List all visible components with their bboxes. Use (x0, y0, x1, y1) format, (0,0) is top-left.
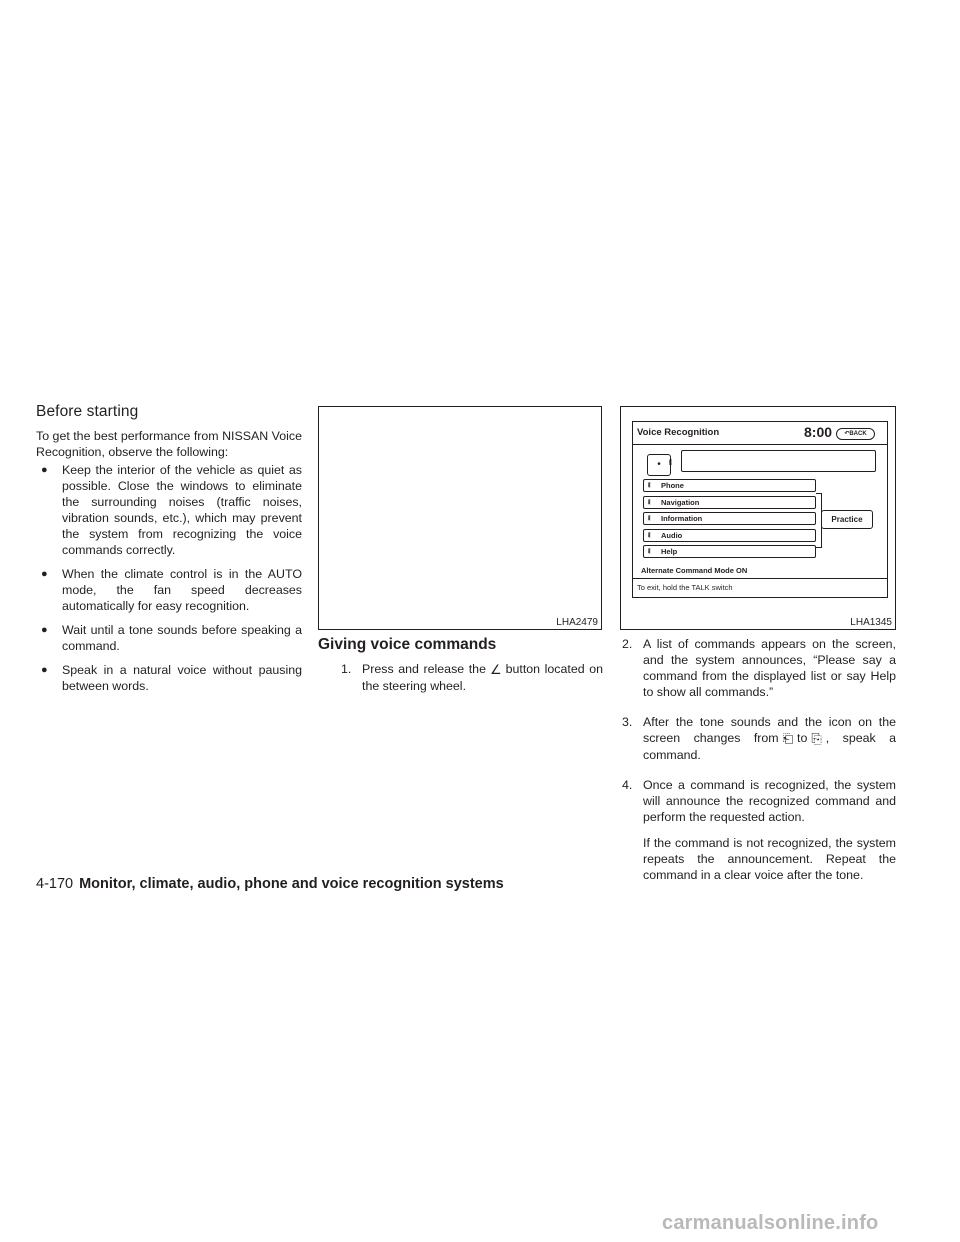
screen-title: Voice Recognition (637, 427, 720, 438)
figure-voice-recognition-screen (620, 406, 896, 630)
chapter-title: Monitor, climate, audio, phone and voice recognition systems (79, 876, 504, 892)
listening-face-icon: • (647, 454, 671, 476)
page-number: 4-170 (36, 876, 74, 892)
step-4: 4. Once a command is recognized, the system will announce the recognized command and perform the requested action. If the command is not recognized, the system repeats the announcement. Repeat the command in a clear voice after the tone. (622, 778, 896, 882)
menu-item-information[interactable]: ⧛ Information (643, 512, 816, 525)
step-2: 2. A list of commands appears on the screen, and the system announces, “Please say a command from the displayed list or say Help to show all commands.” (622, 637, 896, 699)
speech-waves-icon: ⧛ (669, 458, 672, 467)
exit-hint: To exit, hold the TALK switch (637, 583, 733, 592)
step-1: 1. Press and release the ∠ button located on the steering wheel. (341, 662, 603, 693)
back-label: BACK (849, 431, 867, 437)
steps-column-right (622, 636, 896, 897)
tips-list (36, 462, 302, 694)
list-item: ● When the climate control is in the AUTO mode, the fan speed decreases automatically for easy recognition. (36, 566, 302, 614)
menu-item-help[interactable]: ⧛ Help (643, 545, 816, 558)
screen-header (633, 422, 887, 445)
practice-button[interactable]: Practice (821, 510, 873, 529)
figure-caption: LHA1345 (850, 617, 892, 628)
voice-recognition-display (632, 421, 888, 598)
command-menu (643, 479, 816, 562)
watermark[interactable]: carmanualsonline.info (662, 1212, 879, 1234)
steps-column-middle (341, 661, 603, 708)
voice-icon: ⧛ (648, 498, 651, 506)
divider (633, 578, 887, 579)
voice-icon: ⧛ (648, 531, 651, 539)
intro-paragraph: To get the best performance from NISSAN Voice Recognition, observe the following: (36, 429, 302, 459)
figure-caption: LHA2479 (556, 617, 598, 628)
list-item: ● Keep the interior of the vehicle as quiet as possible. Close the windows to eliminate the surrounding noises (traffic noises, vibration sounds, etc.), which may prevent the system from recognizing the voice commands correctly. (36, 462, 302, 558)
voice-icon: ⧛ (648, 548, 651, 555)
section-title: Before starting (36, 403, 139, 420)
talk-switch-icon: ∠ (489, 662, 502, 677)
voice-icon: ⧛ (648, 515, 651, 522)
voice-icon: ⧛ (648, 482, 651, 489)
listen-idle-icon: ⎗ (782, 731, 794, 746)
list-item: ● Wait until a tone sounds before speaking a command. (36, 622, 302, 654)
step-4-note: If the command is not recognized, the system repeats the announcement. Repeat the command in a clear voice after the tone. (643, 836, 896, 882)
figure-steering-wheel (318, 406, 602, 630)
menu-item-navigation[interactable]: ⧛ Navigation (643, 496, 816, 509)
before-starting-section (36, 404, 302, 702)
list-item: ● Speak in a natural voice without pausing between words. (36, 662, 302, 694)
menu-item-audio[interactable]: ⧛ Audio (643, 529, 816, 542)
alternate-mode-status: Alternate Command Mode ON (641, 566, 748, 575)
menu-item-phone[interactable]: ⧛ Phone (643, 479, 816, 492)
page-footer (36, 876, 504, 892)
step-3: 3. After the tone sounds and the icon on the screen changes from ⎗ to ⎘ , speak a command. (622, 715, 896, 762)
listen-active-icon: ⎘ (811, 731, 822, 746)
back-button[interactable]: ↶BACK (836, 428, 875, 440)
giving-commands-title: Giving voice commands (318, 636, 497, 653)
message-box (681, 450, 876, 472)
clock: 8:00 (804, 424, 833, 440)
